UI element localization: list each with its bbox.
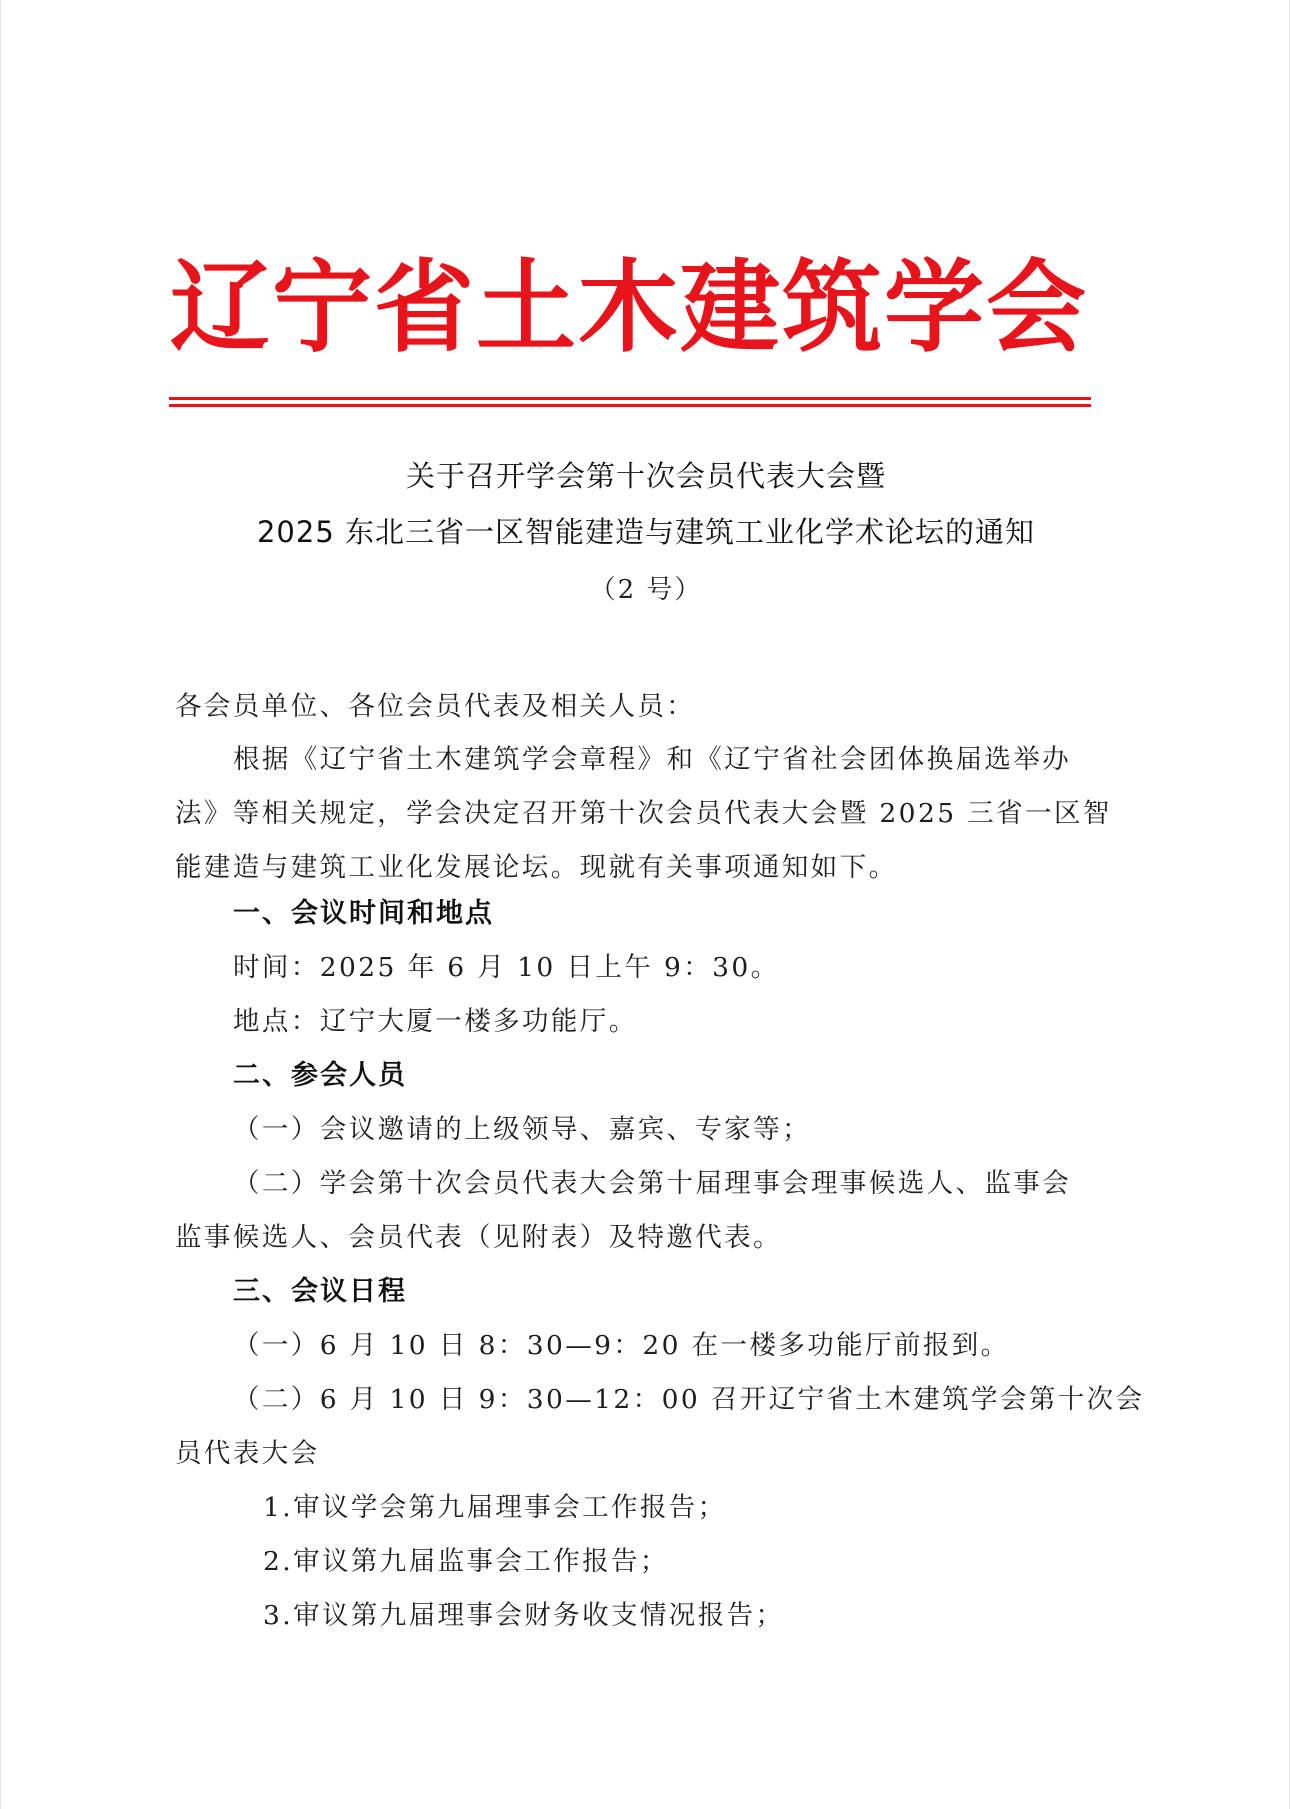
letterhead-rule-thick: [169, 397, 1091, 400]
meeting-time: 时间：2025 年 6 月 10 日上午 9：30。: [233, 952, 780, 983]
letterhead-title: 辽宁省土木建筑学会: [170, 249, 1088, 366]
intro-paragraph-line-3: 能建造与建筑工业化发展论坛。现就有关事项通知如下。: [175, 852, 898, 883]
attendee-item-2-line-2: 监事候选人、会员代表（见附表）及特邀代表。: [175, 1222, 782, 1253]
meeting-place: 地点：辽宁大厦一楼多功能厅。: [233, 1006, 638, 1037]
letterhead-rule-thin: [169, 404, 1091, 407]
section-heading-time-place: 一、会议时间和地点: [233, 898, 494, 929]
notice-title-line-2: 2025 东北三省一区智能建造与建筑工业化学术论坛的通知: [256, 515, 1036, 549]
salutation: 各会员单位、各位会员代表及相关人员：: [175, 691, 696, 722]
agenda-item: 2.审议第九届监事会工作报告；: [263, 1546, 669, 1577]
attendee-item-1: （一）会议邀请的上级领导、嘉宾、专家等；: [233, 1114, 811, 1145]
schedule-item-2-line-1: （二）6 月 10 日 9：30—12：00 召开辽宁省土木建筑学会第十次会: [233, 1384, 1145, 1415]
attendee-item-2-line-1: （二）学会第十次会员代表大会第十届理事会理事候选人、监事会: [233, 1168, 1072, 1199]
section-heading-schedule: 三、会议日程: [233, 1276, 407, 1307]
agenda-item: 1.审议学会第九届理事会工作报告；: [263, 1492, 727, 1523]
intro-paragraph-line-2: 法》等相关规定，学会决定召开第十次会员代表大会暨 2025 三省一区智: [175, 798, 1112, 829]
notice-title-line-1: 关于召开学会第十次会员代表大会暨: [405, 459, 886, 493]
section-heading-attendees: 二、参会人员: [233, 1060, 407, 1091]
intro-paragraph-line-1: 根据《辽宁省土木建筑学会章程》和《辽宁省社会团体换届选举办: [233, 744, 1072, 775]
schedule-item-1: （一）6 月 10 日 8：30—9：20 在一楼多功能厅前报到。: [233, 1330, 1010, 1361]
notice-serial-number: （2 号）: [589, 575, 703, 605]
agenda-item: 3.审议第九届理事会财务收支情况报告；: [263, 1600, 785, 1631]
schedule-item-2-line-2: 员代表大会: [175, 1438, 320, 1469]
